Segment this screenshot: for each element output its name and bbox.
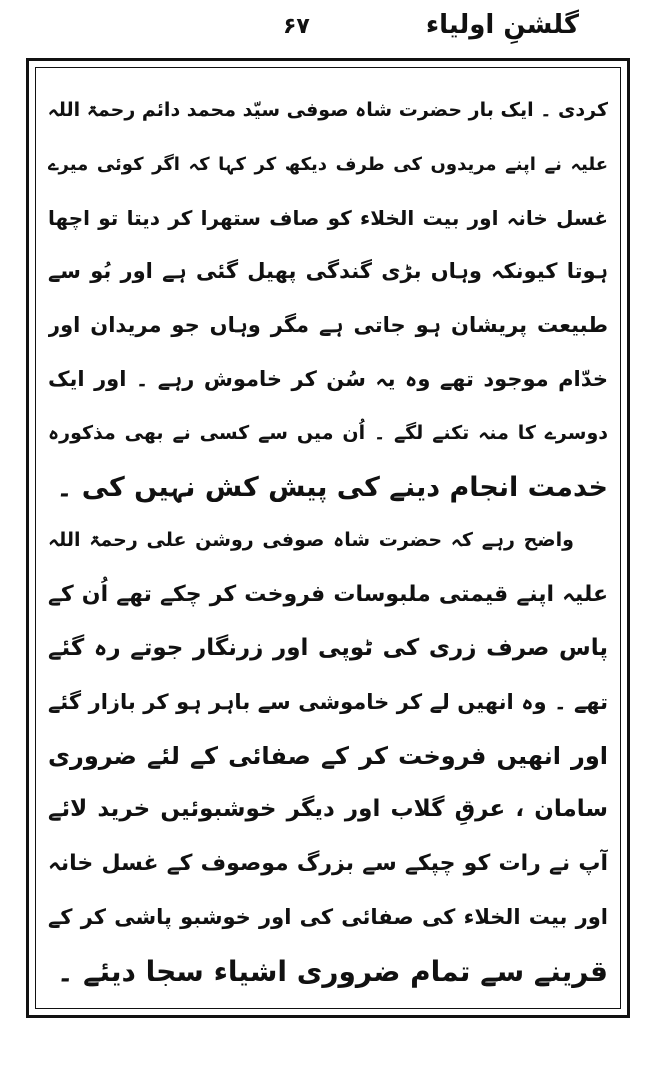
text-line: طبیعت پریشان ہو جاتی ہے مگر وہاں جو مریدان اور (48, 313, 608, 338)
text-line: واضح رہے کہ حضرت شاہ صوفی روشن علی رحمۃ اللہ (48, 529, 574, 552)
text-line: اور بیت الخلاء کی صفائی کی اور خوشبو پاشی کر کے (48, 904, 608, 929)
text-line: پاس صرف زری کی ٹوپی اور زرنگار جوتے رہ گئے (48, 634, 608, 661)
text-line: خدّام موجود تھے وہ یہ سُن کر خاموش رہے ۔ اور ایک (48, 366, 608, 391)
text-line: تھے ۔ وہ انھیں لے کر خاموشی سے باہر ہو کر بازار گئے (48, 689, 608, 714)
text-line: اور انھیں فروخت کر کے صفائی کے لئے ضروری (48, 741, 608, 770)
body-text (48, 84, 608, 1000)
book-title: گلشنِ اولیاء (425, 10, 579, 40)
page-number: ۶۷ (283, 14, 310, 39)
text-line: خدمت انجام دینے کی پیش کش نہیں کی ۔ (56, 471, 608, 503)
text-line: قرینے سے تمام ضروری اشیاء سجا دیئے ۔ (56, 954, 608, 988)
text-line: غسل خانہ اور بیت الخلاء کو صاف ستھرا کر دیتا تو اچھا (48, 205, 608, 230)
text-line: کردی ۔ ایک بار حضرت شاہ صوفی سیّد محمد دائم رحمۃ اللہ (48, 99, 608, 121)
text-line: آپ نے رات کو چپکے سے بزرگ موصوف کے غسل خانہ (48, 851, 608, 877)
text-line: علیہ نے اپنے مریدوں کی طرف دیکھ کر کہا کہ اگر کوئی میرے (48, 153, 608, 175)
page-header (0, 0, 663, 56)
text-line: علیہ اپنے قیمتی ملبوسات فروخت کر چکے تھے اُن کے (48, 582, 608, 608)
text-line: دوسرے کا منہ تکنے لگے ۔ اُن میں سے کسی نے بھی مذکورہ (48, 421, 608, 444)
text-line: ہوتا کیونکہ وہاں بڑی گندگی پھیل گئی ہے اور بُو سے (48, 259, 608, 284)
text-line: سامان ، عرقِ گلاب اور دیگر خوشبوئیں خرید لائے (48, 796, 608, 823)
